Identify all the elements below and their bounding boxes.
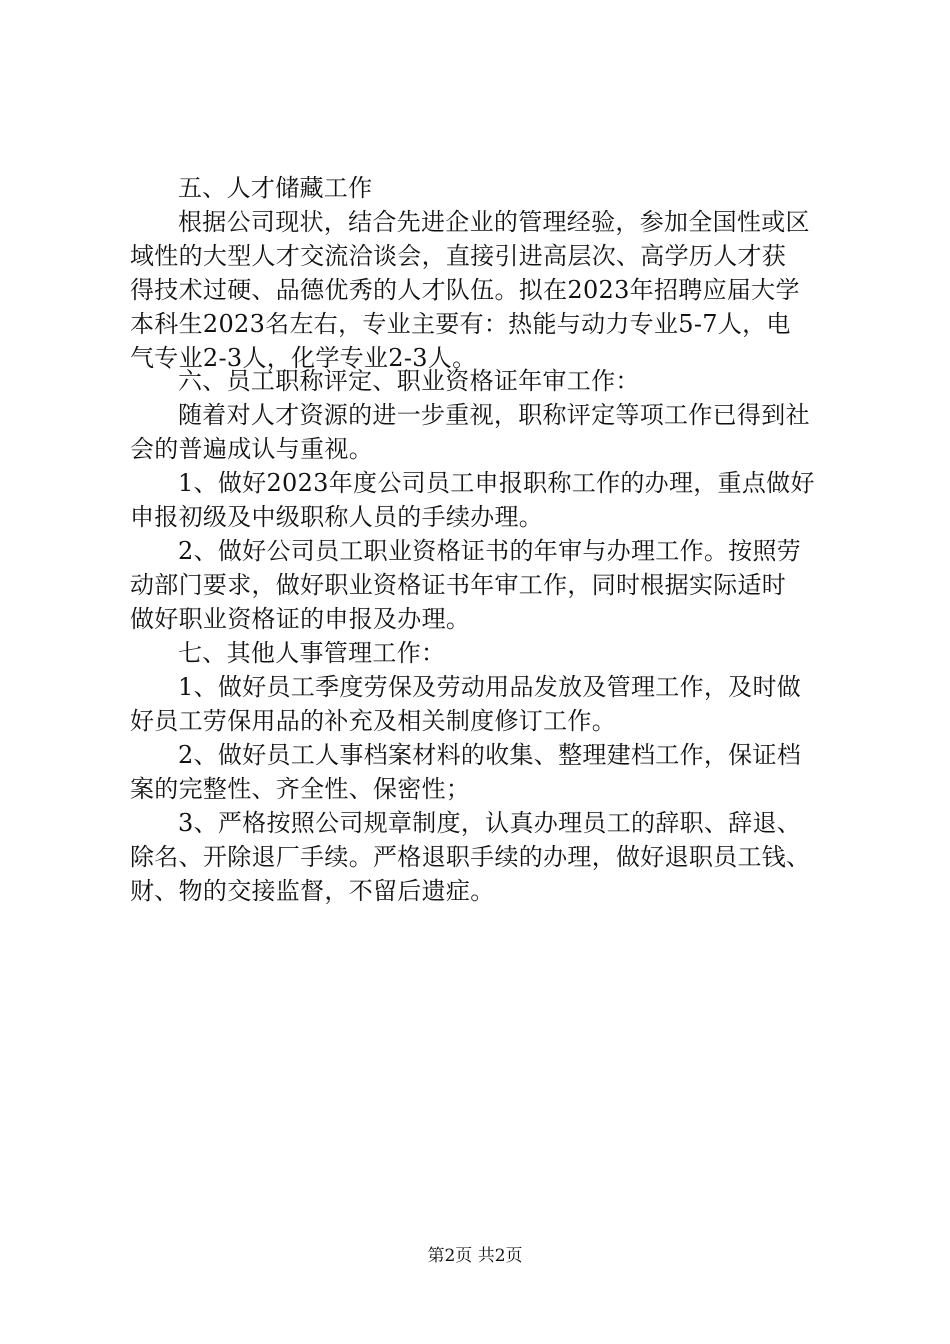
list-item-line: 财、物的交接监督，不留后遗症。 — [130, 877, 495, 905]
list-item-line: 2、做好员工人事档案材料的收集、整理建档工作，保证档 — [178, 741, 802, 769]
list-item-line: 1、做好2023年度公司员工申报职称工作的办理，重点做好 — [178, 469, 815, 497]
paragraph-line: 会的普遍成认与重视。 — [130, 435, 373, 463]
list-item-line: 动部门要求，做好职业资格证书年审工作，同时根据实际适时 — [130, 571, 787, 599]
list-item-line: 申报初级及中级职称人员的手续办理。 — [130, 503, 544, 531]
paragraph-line: 本科生2023名左右，专业主要有：热能与动力专业5-7人，电 — [130, 310, 791, 338]
paragraph-line: 根据公司现状，结合先进企业的管理经验，参加全国性或区 — [178, 208, 810, 236]
paragraph-line: 域性的大型人才交流洽谈会，直接引进高层次、高学历人才获 — [130, 242, 787, 270]
list-item-line: 2、做好公司员工职业资格证书的年审与办理工作。按照劳 — [178, 537, 802, 565]
list-item-line: 案的完整性、齐全性、保密性； — [130, 775, 471, 803]
list-item-line: 1、做好员工季度劳保及劳动用品发放及管理工作，及时做 — [178, 673, 802, 701]
list-item-line: 3、严格按照公司规章制度，认真办理员工的辞职、辞退、 — [178, 809, 802, 837]
paragraph-line: 得技术过硬、品德优秀的人才队伍。拟在2023年招聘应届大学 — [130, 276, 800, 304]
list-item-line: 好员工劳保用品的补充及相关制度修订工作。 — [130, 707, 616, 735]
paragraph-line: 随着对人才资源的进一步重视，职称评定等项工作已得到社 — [178, 401, 810, 429]
page-number-footer: 第2页 共2页 — [427, 1246, 523, 1266]
section-heading-five: 五、人才储藏工作 — [178, 174, 373, 202]
list-item-line: 除名、开除退厂手续。严格退职手续的办理，做好退职员工钱、 — [130, 843, 811, 871]
section-heading-six: 六、员工职称评定、职业资格证年审工作： — [178, 367, 640, 395]
section-heading-seven: 七、其他人事管理工作： — [178, 639, 446, 667]
paragraph-line: 气专业2-3人，化学专业2-3人。 — [130, 344, 477, 372]
list-item-line: 做好职业资格证的申报及办理。 — [130, 605, 471, 633]
